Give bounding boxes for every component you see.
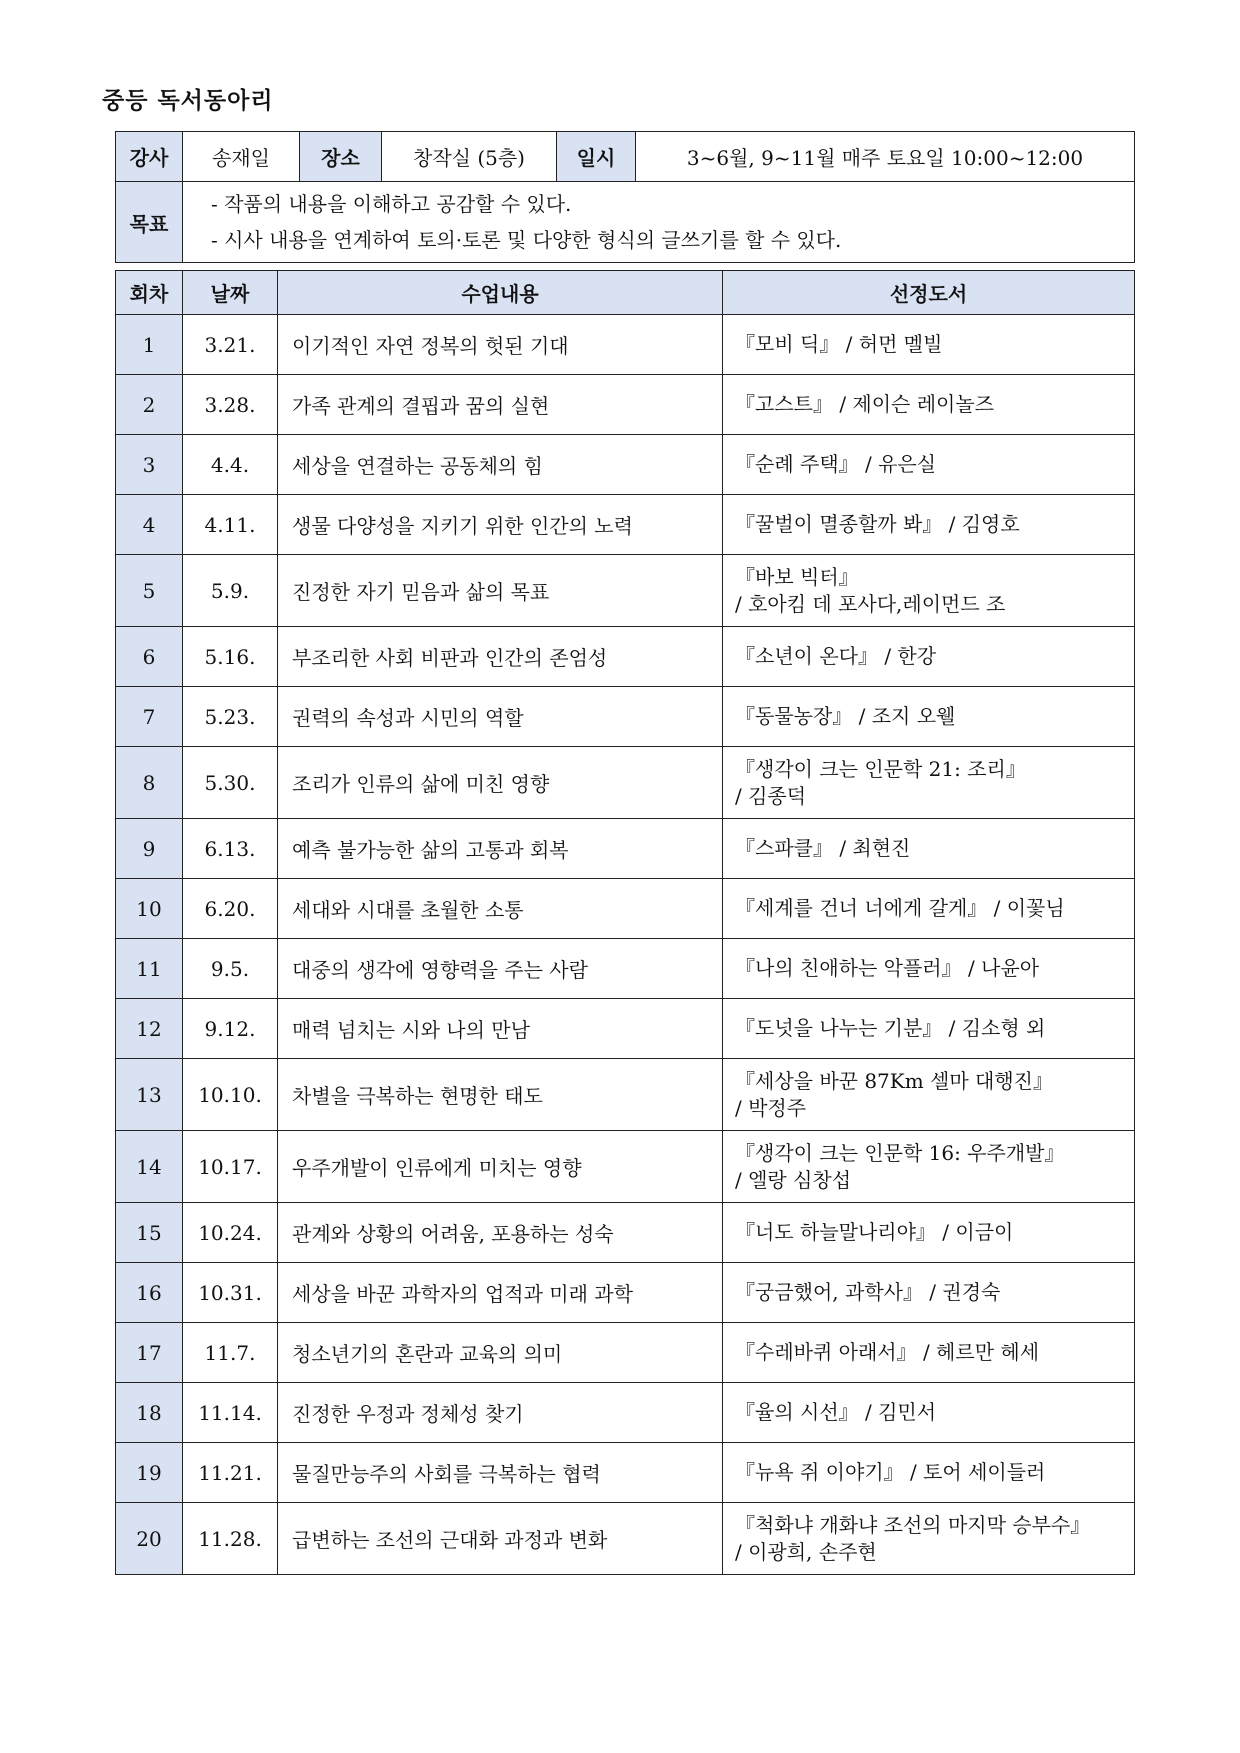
session-content: 권력의 속성과 시민의 역할 bbox=[278, 687, 723, 747]
session-content: 대중의 생각에 영향력을 주는 사람 bbox=[278, 939, 723, 999]
session-date: 4.11. bbox=[183, 495, 278, 555]
table-row bbox=[116, 1323, 1135, 1383]
page-title: 중등 독서동아리 bbox=[102, 88, 274, 114]
book-title: 『바보 빅터』 bbox=[735, 564, 859, 589]
session-content: 매력 넘치는 시와 나의 만남 bbox=[278, 999, 723, 1059]
selected-book bbox=[723, 1443, 1135, 1503]
session-date: 11.14. bbox=[183, 1383, 278, 1443]
session-number: 15 bbox=[116, 1203, 183, 1263]
book-title: 『도넛을 나누는 기분』 / 김소형 외 bbox=[735, 1016, 1046, 1040]
selected-book bbox=[723, 1503, 1135, 1575]
table-header-row bbox=[116, 271, 1135, 315]
session-number: 4 bbox=[116, 495, 183, 555]
session-number: 3 bbox=[116, 435, 183, 495]
goal-item: - 작품의 내용을 이해하고 공감할 수 있다. bbox=[211, 192, 572, 216]
book-title: 『고스트』 / 제이슨 레이놀즈 bbox=[735, 392, 995, 416]
session-content: 가족 관계의 결핍과 꿈의 실현 bbox=[278, 375, 723, 435]
table-row bbox=[116, 627, 1135, 687]
session-number: 19 bbox=[116, 1443, 183, 1503]
book-author: / 김종덕 bbox=[735, 783, 807, 808]
session-date: 11.28. bbox=[183, 1503, 278, 1575]
table-row bbox=[116, 999, 1135, 1059]
table-row bbox=[116, 1203, 1135, 1263]
schedule-value: 3~6월, 9~11월 매주 토요일 10:00~12:00 bbox=[636, 132, 1135, 182]
table-row bbox=[116, 1503, 1135, 1575]
session-number: 14 bbox=[116, 1131, 183, 1203]
table-row bbox=[116, 1383, 1135, 1443]
session-date: 10.24. bbox=[183, 1203, 278, 1263]
book-title: 『율의 시선』 / 김민서 bbox=[735, 1400, 937, 1424]
session-content: 관계와 상황의 어려움, 포용하는 성숙 bbox=[278, 1203, 723, 1263]
session-date: 5.16. bbox=[183, 627, 278, 687]
book-title: 『세계를 건너 너에게 갈게』 / 이꽃님 bbox=[735, 896, 1065, 920]
session-content: 진정한 우정과 정체성 찾기 bbox=[278, 1383, 723, 1443]
selected-book bbox=[723, 999, 1135, 1059]
session-date: 6.20. bbox=[183, 879, 278, 939]
session-date: 3.21. bbox=[183, 315, 278, 375]
place-value: 창작실 (5층) bbox=[382, 132, 557, 182]
book-title: 『생각이 크는 인문학 21: 조리』 bbox=[735, 756, 1026, 781]
table-row bbox=[116, 879, 1135, 939]
selected-book bbox=[723, 555, 1135, 627]
session-content: 차별을 극복하는 현명한 태도 bbox=[278, 1059, 723, 1131]
table-row bbox=[116, 1131, 1135, 1203]
selected-book bbox=[723, 315, 1135, 375]
session-number: 13 bbox=[116, 1059, 183, 1131]
session-content: 물질만능주의 사회를 극복하는 협력 bbox=[278, 1443, 723, 1503]
session-content: 예측 불가능한 삶의 고통과 회복 bbox=[278, 819, 723, 879]
selected-book bbox=[723, 879, 1135, 939]
table-row bbox=[116, 939, 1135, 999]
session-number: 18 bbox=[116, 1383, 183, 1443]
session-date: 5.9. bbox=[183, 555, 278, 627]
selected-book bbox=[723, 1203, 1135, 1263]
header-date: 날짜 bbox=[183, 271, 278, 315]
session-number: 2 bbox=[116, 375, 183, 435]
session-content: 조리가 인류의 삶에 미친 영향 bbox=[278, 747, 723, 819]
session-date: 10.17. bbox=[183, 1131, 278, 1203]
selected-book bbox=[723, 819, 1135, 879]
table-row bbox=[116, 819, 1135, 879]
session-number: 16 bbox=[116, 1263, 183, 1323]
session-number: 10 bbox=[116, 879, 183, 939]
schedule-label: 일시 bbox=[557, 132, 636, 182]
table-row bbox=[116, 747, 1135, 819]
session-date: 6.13. bbox=[183, 819, 278, 879]
selected-book bbox=[723, 1323, 1135, 1383]
session-content: 급변하는 조선의 근대화 과정과 변화 bbox=[278, 1503, 723, 1575]
goal-list bbox=[183, 182, 1135, 263]
table-row bbox=[116, 1059, 1135, 1131]
book-title: 『모비 딕』 / 허먼 멜빌 bbox=[735, 332, 943, 356]
book-title: 『너도 하늘말나리야』 / 이금이 bbox=[735, 1220, 1014, 1244]
session-date: 11.21. bbox=[183, 1443, 278, 1503]
book-title: 『소년이 온다』 / 한강 bbox=[735, 644, 937, 668]
session-content: 진정한 자기 믿음과 삶의 목표 bbox=[278, 555, 723, 627]
session-date: 9.5. bbox=[183, 939, 278, 999]
book-author: / 이광희, 손주현 bbox=[735, 1539, 877, 1564]
selected-book bbox=[723, 1383, 1135, 1443]
session-date: 5.30. bbox=[183, 747, 278, 819]
session-date: 10.31. bbox=[183, 1263, 278, 1323]
book-title: 『동물농장』 / 조지 오웰 bbox=[735, 704, 956, 728]
book-title: 『척화냐 개화냐 조선의 마지막 승부수』 bbox=[735, 1512, 1091, 1537]
session-content: 세상을 바꾼 과학자의 업적과 미래 과학 bbox=[278, 1263, 723, 1323]
session-content: 생물 다양성을 지키기 위한 인간의 노력 bbox=[278, 495, 723, 555]
book-author: / 호아킴 데 포사다,레이먼드 조 bbox=[735, 591, 1006, 616]
book-title: 『스파클』 / 최현진 bbox=[735, 836, 911, 860]
book-title: 『순례 주택』 / 유은실 bbox=[735, 452, 937, 476]
session-content: 이기적인 자연 정복의 헛된 기대 bbox=[278, 315, 723, 375]
session-number: 5 bbox=[116, 555, 183, 627]
book-title: 『꿀벌이 멸종할까 봐』 / 김영호 bbox=[735, 512, 1020, 536]
table-row bbox=[116, 375, 1135, 435]
session-number: 1 bbox=[116, 315, 183, 375]
selected-book bbox=[723, 687, 1135, 747]
session-number: 8 bbox=[116, 747, 183, 819]
selected-book bbox=[723, 627, 1135, 687]
header-book: 선정도서 bbox=[723, 271, 1135, 315]
session-date: 5.23. bbox=[183, 687, 278, 747]
session-number: 6 bbox=[116, 627, 183, 687]
session-number: 9 bbox=[116, 819, 183, 879]
instructor-value: 송재일 bbox=[183, 132, 300, 182]
session-date: 4.4. bbox=[183, 435, 278, 495]
goal-label: 목표 bbox=[116, 182, 183, 263]
session-date: 3.28. bbox=[183, 375, 278, 435]
table-row bbox=[116, 687, 1135, 747]
selected-book bbox=[723, 375, 1135, 435]
book-title: 『나의 친애하는 악플러』 / 나윤아 bbox=[735, 956, 1040, 980]
book-author: / 박정주 bbox=[735, 1095, 807, 1120]
selected-book bbox=[723, 747, 1135, 819]
selected-book bbox=[723, 1059, 1135, 1131]
book-title: 『수레바퀴 아래서』 / 헤르만 헤세 bbox=[735, 1340, 1040, 1364]
table-row bbox=[116, 315, 1135, 375]
table-row bbox=[116, 1263, 1135, 1323]
schedule-table bbox=[115, 270, 1135, 1575]
selected-book bbox=[723, 495, 1135, 555]
book-author: / 엘랑 심창섭 bbox=[735, 1167, 852, 1192]
book-title: 『뉴욕 쥐 이야기』 / 토어 세이들러 bbox=[735, 1460, 1046, 1484]
session-date: 11.7. bbox=[183, 1323, 278, 1383]
instructor-label: 강사 bbox=[116, 132, 183, 182]
table-row bbox=[116, 495, 1135, 555]
goal-item: - 시사 내용을 연계하여 토의·토론 및 다양한 형식의 글쓰기를 할 수 있다. bbox=[211, 228, 842, 252]
session-date: 10.10. bbox=[183, 1059, 278, 1131]
book-title: 『궁금했어, 과학사』 / 권경숙 bbox=[735, 1280, 1001, 1304]
header-no: 회차 bbox=[116, 271, 183, 315]
table-row bbox=[116, 435, 1135, 495]
session-number: 12 bbox=[116, 999, 183, 1059]
selected-book bbox=[723, 435, 1135, 495]
selected-book bbox=[723, 1263, 1135, 1323]
session-content: 우주개발이 인류에게 미치는 영향 bbox=[278, 1131, 723, 1203]
session-date: 9.12. bbox=[183, 999, 278, 1059]
book-title: 『세상을 바꾼 87Km 셀마 대행진』 bbox=[735, 1068, 1053, 1093]
session-content: 세상을 연결하는 공동체의 힘 bbox=[278, 435, 723, 495]
table-row bbox=[116, 555, 1135, 627]
header-content: 수업내용 bbox=[278, 271, 723, 315]
session-number: 11 bbox=[116, 939, 183, 999]
session-number: 7 bbox=[116, 687, 183, 747]
session-number: 20 bbox=[116, 1503, 183, 1575]
session-number: 17 bbox=[116, 1323, 183, 1383]
session-content: 청소년기의 혼란과 교육의 의미 bbox=[278, 1323, 723, 1383]
session-content: 부조리한 사회 비판과 인간의 존엄성 bbox=[278, 627, 723, 687]
place-label: 장소 bbox=[300, 132, 382, 182]
selected-book bbox=[723, 939, 1135, 999]
table-row bbox=[116, 1443, 1135, 1503]
session-content: 세대와 시대를 초월한 소통 bbox=[278, 879, 723, 939]
book-title: 『생각이 크는 인문학 16: 우주개발』 bbox=[735, 1140, 1065, 1165]
selected-book bbox=[723, 1131, 1135, 1203]
info-table bbox=[115, 131, 1135, 263]
